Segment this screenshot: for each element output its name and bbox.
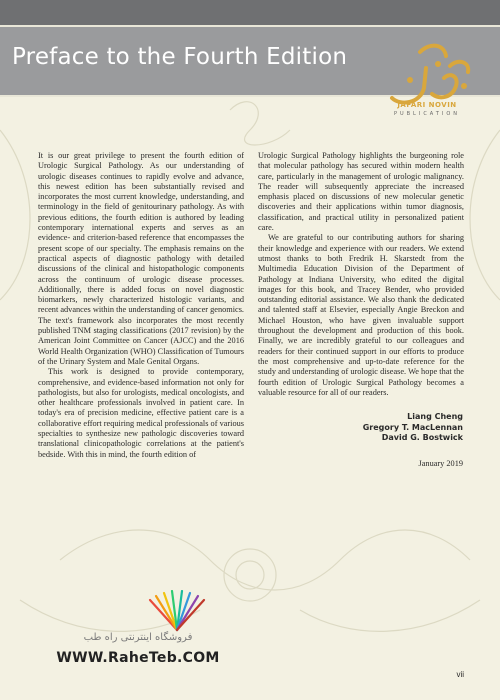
page-number: vii (456, 670, 464, 679)
paragraph: This work is designed to provide contemporary, comprehensive, and evidence-based information not only for pathologists, but also for urologists, medical oncologists, and other healthcare professionals involved in patient care. In today's era of precision medicine, effective patient care is a collaborative effort requiring medical professionals of various specialties to synthesize new pathologic discoveries toward translational clinicopathologic correlations at the patient's bedside. With this in mind, the fourth edition of (38, 367, 244, 459)
right-column (258, 151, 464, 398)
watermark-persian-text: فروشگاه اینترنتی راه طب (83, 632, 193, 643)
open-book-icon (142, 590, 212, 634)
publisher-logo-sub: PUBLICATION (393, 111, 461, 117)
author-name: Liang Cheng (407, 412, 463, 421)
publisher-logo-name: JAFARI NOVIN (397, 101, 457, 109)
page-title: Preface to the Fourth Edition (12, 44, 348, 70)
paragraph: Urologic Surgical Pathology highlights the burgeoning role that molecular pathology has secured within modern health care, particularly in the management of urologic malignancy. The reader will subsequently appreciate the increased emphasis placed on discussions of new molecular genetic discoveries and their applications within tumor diagnosis, classification, and practical utility in personalized patient care. (258, 151, 464, 233)
left-column (38, 151, 244, 460)
watermark-url: WWW.RaheTeb.COM (56, 650, 220, 666)
author-name: David G. Bostwick (381, 433, 463, 442)
preface-date: January 2019 (418, 459, 463, 468)
paragraph: It is our great privilege to present the fourth edition of Urologic Surgical Pathology. As our understanding of urologic diseases continues to rapidly evolve and advance, this newest edition has been substantially revised and incorporates the most current knowledge, understanding, and terminology in the field of genitourinary pathology. As with previous editions, the fourth edition is authored by leading contemporary international experts and serves as an evidence- and criterion-based reference that encompasses the present scope of our specialty. The emphasis remains on the practical aspects of diagnostic pathology with detailed discussions of the clinical and histopathologic components across the continuum of urologic disease processes. Additionally, there is added focus on novel diagnostic biomarkers, newly characterized histologic variants, and recent advances within the understanding of cancer genomics. The text's framework also incorporates the most recently published TNM staging classifications (2017 revision) by the American Joint Committee on Cancer (AJCC) and the 2016 World Health Organization (WHO) Classification of Tumours of the Urinary System and Male Genital Organs. (38, 151, 244, 366)
signature-block (258, 412, 463, 444)
header-top-band (0, 0, 500, 25)
author-name: Gregory T. MacLennan (362, 422, 463, 432)
paragraph: We are grateful to our contributing authors for sharing their knowledge and experience with our readers. We extend utmost thanks to both Fredrik H. Skarstedt from the Multimedia Education Division of the Department of Pathology at Indiana University, who edited the digital images for this book, and Tracey Bender, who provided outstanding editorial assistance. We also thank the dedicated and talented staff at Elsevier, especially Angie Breckon and Michael Houston, who have given invaluable support throughout the development and production of this book. Finally, we are incredibly grateful to our colleagues and readers for their continued support in our efforts to produce the most comprehensive and up-to-date reference for the study and understanding of urologic disease. We hope that the fourth edition of Urologic Surgical Pathology becomes a valuable resource for all of our readers. (258, 233, 464, 397)
